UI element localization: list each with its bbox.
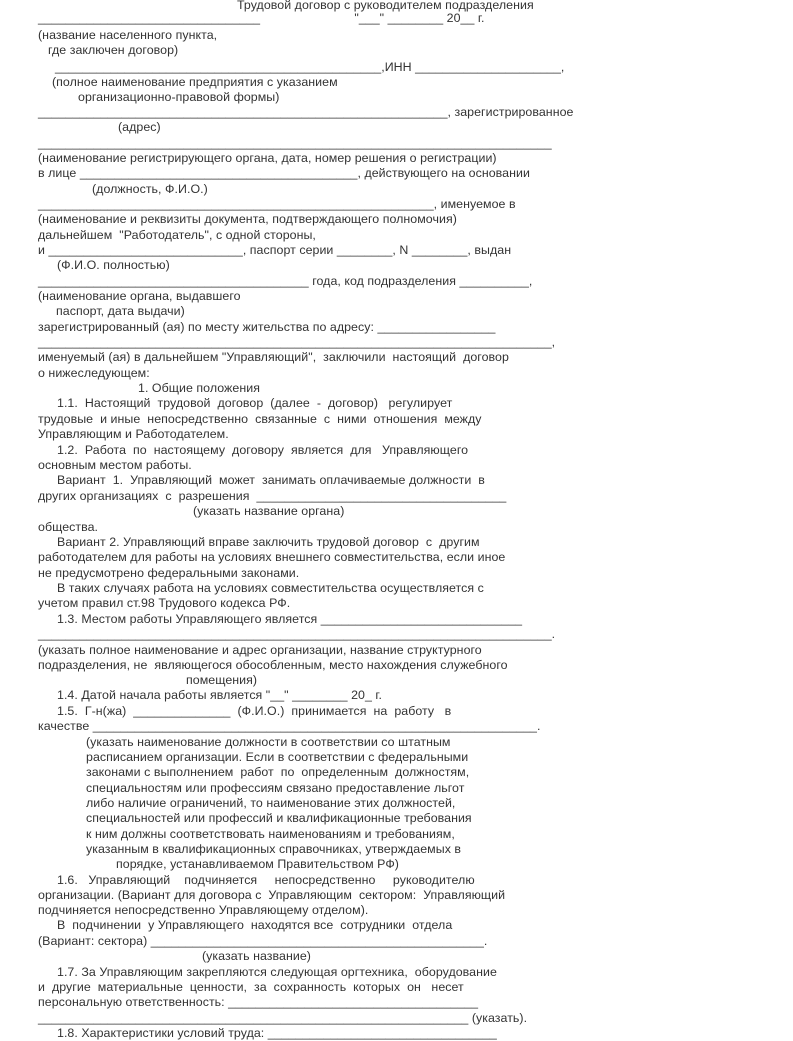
caption-position-5: либо наличие ограничений, то наименование этих должностей, bbox=[86, 796, 456, 810]
caption-org-address-3: помещения) bbox=[186, 673, 258, 687]
clause-1-3-line: 1.3. Местом работы Управляющего является _____________________________ bbox=[57, 612, 523, 626]
variant-2-line-2: работодателем для работы на условиях внешнего совместительства, если иное bbox=[38, 550, 506, 564]
registration-blank-line: __________________________________________________________________________ bbox=[38, 136, 552, 150]
address-line: ___________________________________________________________, зарегистрированное bbox=[38, 105, 574, 119]
employer-named-line: дальнейшем "Работодатель", с одной стороны, bbox=[38, 228, 316, 242]
sector-variant-line: (Вариант: сектора) ________________________________________________. bbox=[38, 934, 488, 948]
caption-position-9: порядке, устанавливаемом Правительством РФ) bbox=[116, 857, 399, 871]
clause-1-1-line-1: 1.1. Настоящий трудовой договор (далее - договор) регулирует bbox=[57, 396, 453, 410]
caption-position-7: к ним должны соответствовать наименованиям и требованиям, bbox=[86, 827, 455, 841]
clause-1-7-line-3: персональную ответственность: ____________________________________ bbox=[38, 995, 479, 1009]
section-heading: 1. Общие положения bbox=[138, 381, 260, 395]
society-line: общества. bbox=[38, 520, 99, 534]
address-blank-line: __________________________________________________________________________, bbox=[38, 335, 556, 349]
caption-position-2: расписанием организации. Если в соответствии с федеральными bbox=[86, 750, 469, 764]
caption-company-name: (полное наименование предприятия с указанием bbox=[52, 75, 338, 89]
caption-position-6: специальностей или профессий и квалификационные требования bbox=[86, 811, 472, 825]
company-inn-line: _______________________________________________,ИНН _____________________, bbox=[55, 60, 565, 74]
following-line: о нижеследующем: bbox=[38, 366, 150, 380]
subordinates-line: В подчинении у Управляющего находятся все сотрудники отдела bbox=[57, 918, 453, 932]
clause-1-7-line-2: и другие материальные ценности, за сохранность которых он несет bbox=[38, 980, 464, 994]
caption-position-4: специальностям или профессиям связано предоставление льгот bbox=[86, 781, 465, 795]
caption-registration: (наименование регистрирующего органа, дата, номер решения о регистрации) bbox=[38, 151, 497, 165]
part-time-line-2: учетом правил ст.98 Трудового кодекса РФ. bbox=[38, 596, 291, 610]
document-title: Трудовой договор с руководителем подразделения bbox=[237, 0, 534, 12]
clause-1-8-line: 1.8. Характеристики условий труда: _________________________________ bbox=[57, 1026, 497, 1040]
caption-legal-form: организационно-правовой формы) bbox=[78, 90, 280, 104]
caption-position-8: указанным в квалификационных справочниках, утверждаемых в bbox=[86, 842, 462, 856]
issued-year-line: _______________________________________ года, код подразделения __________, bbox=[38, 274, 533, 288]
clause-1-5-line-1: 1.5. Г-н(жа) ______________ (Ф.И.О.) принимается на работу в bbox=[57, 704, 452, 718]
variant-1-line-1: Вариант 1. Управляющий может занимать оплачиваемые должности в bbox=[57, 473, 485, 487]
passport-line: и ____________________________, паспорт серии ________, N ________, выдан bbox=[38, 243, 512, 257]
clause-1-6-line-2: организации. (Вариант для договора с Управляющим сектором: Управляющий bbox=[38, 888, 506, 902]
variant-1-line-2: других организациях с разрешения ____________________________________ bbox=[38, 489, 507, 503]
clause-1-1-line-3: Управляющим и Работодателем. bbox=[38, 427, 229, 441]
clause-1-7-line-4: ______________________________________________________________ (указать). bbox=[38, 1011, 528, 1025]
clause-1-6-line-1: 1.6. Управляющий подчиняется непосредственно руководителю bbox=[57, 873, 475, 887]
clause-1-6-line-3: подчиняется непосредственно Управляющему отделом). bbox=[38, 903, 369, 917]
date-place-line: ________________________________ "___" ________ 20__ г. bbox=[38, 11, 485, 25]
authority-document-line: _________________________________________________________, именуемое в bbox=[38, 197, 516, 211]
clause-1-7-line-1: 1.7. За Управляющим закрепляются следующая оргтехника, оборудование bbox=[57, 965, 497, 979]
caption-name: (указать название) bbox=[202, 949, 311, 963]
clause-1-3-blank: __________________________________________________________________________. bbox=[38, 627, 556, 641]
caption-position-3: законами с выполнением работ по определенным должностям, bbox=[86, 765, 470, 779]
caption-contract-place: где заключен договор) bbox=[48, 43, 179, 57]
caption-full-name: (Ф.И.О. полностью) bbox=[57, 258, 170, 272]
caption-organ-name: (указать название органа) bbox=[193, 504, 345, 518]
caption-position-name: (должность, Ф.И.О.) bbox=[92, 182, 208, 196]
clause-1-1-line-2: трудовые и иные непосредственно связанные с ними отношения между bbox=[38, 412, 482, 426]
part-time-line-1: В таких случаях работа на условиях совместительства осуществляется с bbox=[57, 581, 484, 595]
caption-position-1: (указать наименование должности в соответствии со штатным bbox=[86, 735, 451, 749]
caption-issuing-body: (наименование органа, выдавшего bbox=[38, 289, 241, 303]
caption-org-address-2: подразделения, не являющегося обособленным, место нахождения служебного bbox=[38, 658, 508, 672]
clause-1-5-line-2: качестве ________________________________________________________________. bbox=[38, 719, 541, 733]
caption-address: (адрес) bbox=[118, 120, 161, 134]
clause-1-4-line: 1.4. Датой начала работы является "__" ________ 20_ г. bbox=[57, 688, 382, 702]
clause-1-2-line-1: 1.2. Работа по настоящему договору является для Управляющего bbox=[57, 443, 469, 457]
manager-named-line: именуемый (ая) в дальнейшем "Управляющий", заключили настоящий договор bbox=[38, 350, 509, 364]
registered-address-line: зарегистрированный (ая) по месту жительства по адресу: _________________ bbox=[38, 320, 496, 334]
caption-settlement: (название населенного пункта, bbox=[38, 28, 218, 42]
clause-1-2-line-2: основным местом работы. bbox=[38, 458, 192, 472]
variant-2-line-1: Вариант 2. Управляющий вправе заключить трудовой договор с другим bbox=[57, 535, 480, 549]
variant-2-line-3: не предусмотрено федеральными законами. bbox=[38, 566, 300, 580]
represented-by-line: в лице ________________________________________, действующего на основании bbox=[38, 166, 530, 180]
caption-passport-date: паспорт, дата выдачи) bbox=[56, 304, 185, 318]
caption-authority-document: (наименование и реквизиты документа, подтверждающего полномочия) bbox=[38, 212, 457, 226]
caption-org-address-1: (указать полное наименование и адрес организации, название структурного bbox=[38, 643, 482, 657]
